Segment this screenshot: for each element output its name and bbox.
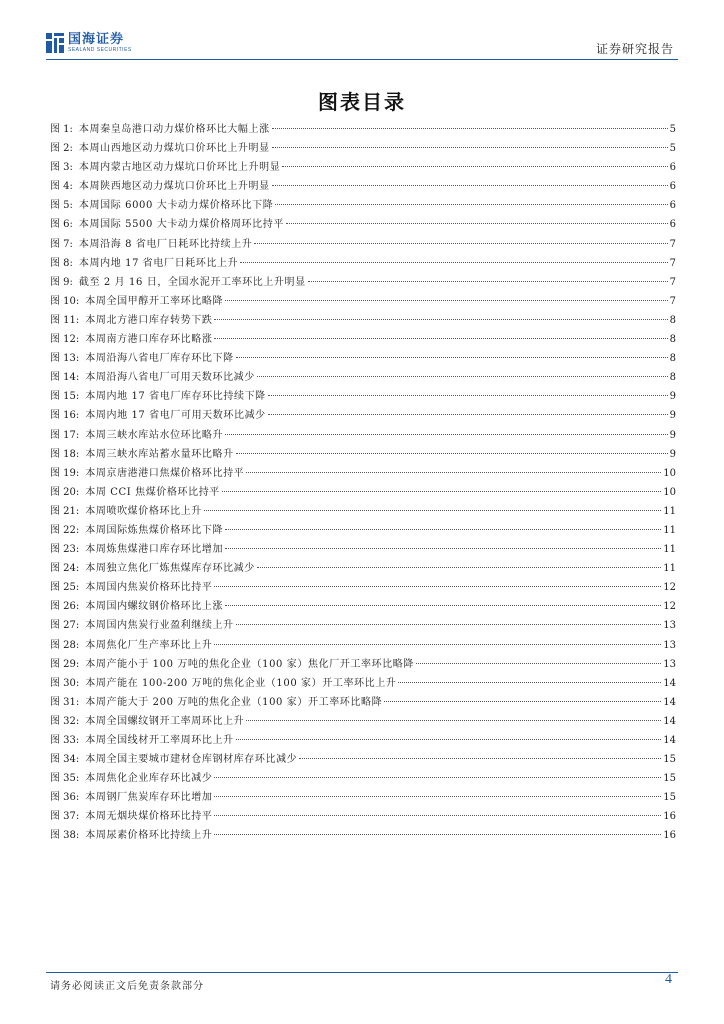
figure-caption: 本周焦化厂生产率环比上升 bbox=[85, 639, 213, 651]
figure-number: 图 13: bbox=[50, 353, 80, 365]
toc-entry[interactable] bbox=[50, 674, 676, 693]
figure-number: 图 21: bbox=[50, 505, 80, 517]
dot-leader bbox=[268, 413, 668, 415]
figure-number: 图 28: bbox=[50, 639, 80, 651]
figure-caption: 本周喷吹煤价格环比上升 bbox=[85, 505, 202, 517]
figure-page-number: 11 bbox=[663, 524, 676, 536]
toc-entry[interactable] bbox=[50, 311, 676, 330]
dot-leader bbox=[222, 490, 661, 492]
dot-leader bbox=[204, 509, 661, 511]
toc-entry[interactable] bbox=[50, 292, 676, 311]
toc-entry[interactable] bbox=[50, 502, 676, 521]
toc-entry[interactable] bbox=[50, 215, 676, 234]
figure-number: 图 32: bbox=[50, 715, 80, 727]
figure-number: 图 31: bbox=[50, 696, 80, 708]
figure-page-number: 14 bbox=[663, 735, 676, 746]
toc-entry[interactable] bbox=[50, 559, 676, 578]
disclaimer-note: 请务必阅读正文后免责条款部分 bbox=[50, 981, 204, 992]
figure-number: 图 11: bbox=[50, 314, 80, 326]
dot-leader bbox=[225, 604, 661, 606]
figure-caption: 本周全国线材开工率周环比上升 bbox=[85, 735, 234, 746]
figure-caption: 本周无烟块煤价格环比持平 bbox=[85, 811, 213, 823]
dot-leader bbox=[214, 833, 661, 835]
figure-number: 图 29: bbox=[50, 658, 80, 670]
toc-entry[interactable] bbox=[50, 196, 676, 215]
dot-leader bbox=[214, 814, 661, 816]
dot-leader bbox=[257, 375, 668, 377]
footer-divider bbox=[46, 972, 678, 973]
figure-caption: 本周陕西地区动力煤坑口价环比上升明显 bbox=[78, 181, 270, 193]
page-header bbox=[46, 30, 678, 60]
figure-caption: 本周尿素价格环比持续上升 bbox=[85, 830, 213, 842]
dot-leader bbox=[275, 203, 667, 205]
figure-page-number: 6 bbox=[669, 219, 676, 231]
figure-number: 图 12: bbox=[50, 334, 80, 346]
figure-number: 图 8: bbox=[50, 257, 73, 269]
figure-number: 图 7: bbox=[50, 238, 73, 250]
toc-entry[interactable] bbox=[50, 826, 676, 845]
dot-leader bbox=[240, 261, 667, 263]
dot-leader bbox=[214, 643, 661, 645]
figure-page-number: 7 bbox=[669, 276, 676, 288]
figure-number: 图 35: bbox=[50, 773, 80, 785]
dot-leader bbox=[384, 700, 661, 702]
dot-leader bbox=[416, 662, 661, 664]
figure-number: 图 14: bbox=[50, 372, 80, 384]
dot-leader bbox=[272, 184, 668, 186]
figure-caption: 截至 2 月 16 日，全国水泥开工率环比上升明显 bbox=[78, 276, 306, 288]
figure-caption: 本周内蒙古地区动力煤坑口价环比上升明显 bbox=[78, 162, 281, 174]
figure-number: 图 17: bbox=[50, 429, 80, 441]
figure-caption: 本周产能小于 100 万吨的焦化企业（100 家）焦化厂开工率环比略降 bbox=[85, 658, 414, 670]
dot-leader bbox=[236, 738, 662, 740]
dot-leader bbox=[214, 585, 661, 587]
toc-entry[interactable] bbox=[50, 636, 676, 655]
toc-entry[interactable] bbox=[50, 235, 676, 254]
toc-entry[interactable] bbox=[50, 655, 676, 674]
toc-entry[interactable] bbox=[50, 616, 676, 635]
dot-leader bbox=[272, 127, 668, 129]
logo-name-cn: 国海证券 bbox=[68, 32, 125, 47]
toc-entry[interactable] bbox=[50, 177, 676, 196]
figure-page-number: 15 bbox=[663, 773, 676, 785]
figure-number: 图 2: bbox=[50, 143, 73, 155]
toc-entry[interactable] bbox=[50, 712, 676, 731]
figure-page-number: 7 bbox=[669, 257, 676, 269]
figure-caption: 本周沿海八省电厂库存环比下降 bbox=[85, 353, 234, 365]
header-divider bbox=[46, 59, 678, 60]
figure-caption: 本周国内螺纹钢价格环比上涨 bbox=[85, 601, 224, 613]
figure-page-number: 11 bbox=[663, 544, 676, 556]
figure-caption: 本周京唐港港口焦煤价格环比持平 bbox=[85, 467, 245, 479]
figure-number: 图 25: bbox=[50, 582, 80, 594]
figure-number: 图 23: bbox=[50, 544, 80, 556]
figure-number: 图 3: bbox=[50, 162, 73, 174]
dot-leader bbox=[236, 356, 668, 358]
figure-page-number: 10 bbox=[663, 467, 676, 479]
dot-leader bbox=[236, 623, 662, 625]
figure-caption: 本周国际 5500 大卡动力煤价格周环比持平 bbox=[78, 219, 284, 231]
figure-caption: 本周山西地区动力煤坑口价环比上升明显 bbox=[78, 143, 270, 155]
figure-caption: 本周独立焦化厂炼焦煤库存环比减少 bbox=[85, 563, 255, 575]
figure-page-number: 8 bbox=[669, 314, 676, 326]
figure-page-number: 12 bbox=[663, 601, 676, 613]
figure-caption: 本周秦皇岛港口动力煤价格环比大幅上涨 bbox=[78, 124, 270, 135]
figure-number: 图 1: bbox=[50, 124, 73, 135]
dot-leader bbox=[225, 528, 661, 530]
figure-number: 图 36: bbox=[50, 792, 80, 804]
figure-page-number: 9 bbox=[669, 410, 676, 422]
figure-number: 图 4: bbox=[50, 181, 73, 193]
dot-leader bbox=[257, 566, 661, 568]
dot-leader bbox=[214, 337, 667, 339]
toc-entry[interactable] bbox=[50, 578, 676, 597]
figure-caption: 本周南方港口库存环比略涨 bbox=[85, 334, 213, 346]
figure-caption: 本周全国甲醇开工率环比略降 bbox=[85, 295, 224, 307]
figure-number: 图 6: bbox=[50, 219, 73, 231]
sealand-logo-icon bbox=[46, 33, 64, 53]
figure-caption: 本周钢厂焦炭库存环比增加 bbox=[85, 792, 213, 804]
dot-leader bbox=[254, 242, 667, 244]
figure-caption: 本周产能在 100-200 万吨的焦化企业（100 家）开工率环比上升 bbox=[85, 677, 397, 689]
toc-entry[interactable] bbox=[50, 254, 676, 273]
figure-page-number: 16 bbox=[663, 811, 676, 823]
dot-leader bbox=[214, 318, 667, 320]
figure-page-number: 7 bbox=[669, 238, 676, 250]
figure-number: 图 24: bbox=[50, 563, 80, 575]
toc-entry[interactable] bbox=[50, 406, 676, 425]
page-number: 4 bbox=[665, 972, 672, 987]
figure-page-number: 14 bbox=[663, 696, 676, 708]
figure-page-number: 8 bbox=[669, 353, 676, 365]
figure-caption: 本周国内焦炭价格环比持平 bbox=[85, 582, 213, 594]
figure-page-number: 8 bbox=[669, 334, 676, 346]
dot-leader bbox=[225, 299, 668, 301]
figure-page-number: 8 bbox=[669, 372, 676, 384]
figure-number: 图 30: bbox=[50, 677, 80, 689]
figure-caption: 本周沿海八省电厂可用天数环比减少 bbox=[85, 372, 255, 384]
figure-page-number: 13 bbox=[663, 620, 676, 632]
figure-caption: 本周国内焦炭行业盈利继续上升 bbox=[85, 620, 234, 632]
dot-leader bbox=[268, 394, 668, 396]
figure-number: 图 19: bbox=[50, 467, 80, 479]
figure-page-number: 9 bbox=[669, 391, 676, 403]
figure-number: 图 37: bbox=[50, 811, 80, 823]
dot-leader bbox=[308, 280, 668, 282]
figure-caption: 本周内地 17 省电厂可用天数环比减少 bbox=[85, 410, 266, 422]
figure-page-number: 12 bbox=[663, 582, 676, 594]
figure-caption: 本周全国螺纹钢开工率周环比上升 bbox=[85, 715, 245, 727]
figure-page-number: 5 bbox=[669, 124, 676, 135]
figure-page-number: 7 bbox=[669, 295, 676, 307]
figure-page-number: 15 bbox=[663, 792, 676, 804]
figure-number: 图 16: bbox=[50, 410, 80, 422]
toc-entry[interactable] bbox=[50, 426, 676, 445]
toc-entry[interactable] bbox=[50, 330, 676, 349]
toc-entry[interactable] bbox=[50, 120, 676, 139]
figure-number: 图 27: bbox=[50, 620, 80, 632]
dot-leader bbox=[286, 222, 668, 224]
toc-entry[interactable] bbox=[50, 464, 676, 483]
dot-leader bbox=[246, 719, 661, 721]
figure-page-number: 6 bbox=[669, 162, 676, 174]
company-logo bbox=[46, 32, 132, 54]
figure-caption: 本周炼焦煤港口库存环比增加 bbox=[85, 544, 224, 556]
dot-leader bbox=[236, 452, 668, 454]
figure-caption: 本周内地 17 省电厂日耗环比上升 bbox=[78, 257, 239, 269]
toc-entry[interactable] bbox=[50, 731, 676, 750]
toc-entry[interactable] bbox=[50, 521, 676, 540]
figure-caption: 本周三峡水库站水位环比略升 bbox=[85, 429, 224, 441]
toc-entry[interactable] bbox=[50, 597, 676, 616]
toc-entry[interactable] bbox=[50, 750, 676, 769]
figure-page-number: 14 bbox=[663, 677, 676, 689]
figure-page-number: 6 bbox=[669, 200, 676, 212]
toc-entry[interactable] bbox=[50, 273, 676, 292]
toc-entry[interactable] bbox=[50, 139, 676, 158]
toc-entry[interactable] bbox=[50, 158, 676, 177]
figure-number: 图 15: bbox=[50, 391, 80, 403]
figure-number: 图 26: bbox=[50, 601, 80, 613]
figure-page-number: 15 bbox=[663, 754, 676, 766]
toc-entry[interactable] bbox=[50, 368, 676, 387]
figure-page-number: 11 bbox=[663, 563, 676, 575]
figure-caption: 本周 CCI 焦煤价格环比持平 bbox=[85, 486, 220, 498]
figure-number: 图 33: bbox=[50, 735, 80, 746]
figure-number: 图 34: bbox=[50, 754, 80, 766]
toc-entry[interactable] bbox=[50, 693, 676, 712]
figure-page-number: 14 bbox=[663, 715, 676, 727]
figure-number: 图 22: bbox=[50, 524, 80, 536]
page-title: 图表目录 bbox=[318, 90, 406, 114]
figure-page-number: 13 bbox=[663, 658, 676, 670]
figure-caption: 本周焦化企业库存环比减少 bbox=[85, 773, 213, 785]
toc-entry[interactable] bbox=[50, 807, 676, 826]
figure-caption: 本周国际 6000 大卡动力煤价格环比下降 bbox=[78, 200, 274, 212]
figure-page-number: 16 bbox=[663, 830, 676, 842]
figure-caption: 本周三峡水库站蓄水量环比略升 bbox=[85, 448, 234, 460]
figure-page-number: 13 bbox=[663, 639, 676, 651]
figure-number: 图 20: bbox=[50, 486, 80, 498]
figure-page-number: 9 bbox=[669, 448, 676, 460]
dot-leader bbox=[398, 681, 661, 683]
figure-number: 图 5: bbox=[50, 200, 73, 212]
toc-entry[interactable] bbox=[50, 483, 676, 502]
figure-caption: 本周产能大于 200 万吨的焦化企业（100 家）开工率环比略降 bbox=[85, 696, 383, 708]
toc-entry[interactable] bbox=[50, 387, 676, 406]
figure-number: 图 18: bbox=[50, 448, 80, 460]
toc-entry[interactable] bbox=[50, 540, 676, 559]
dot-leader bbox=[282, 165, 667, 167]
figure-number: 图 9: bbox=[50, 276, 73, 288]
dot-leader bbox=[225, 433, 668, 435]
figure-page-number: 9 bbox=[669, 429, 676, 441]
toc-entry[interactable] bbox=[50, 769, 676, 788]
figure-caption: 本周沿海 8 省电厂日耗环比持续上升 bbox=[78, 238, 253, 250]
toc-entry[interactable] bbox=[50, 349, 676, 368]
report-type: 证券研究报告 bbox=[595, 42, 674, 56]
figure-caption: 本周北方港口库存转势下跌 bbox=[85, 314, 213, 326]
toc-entry[interactable] bbox=[50, 788, 676, 807]
figure-caption: 本周全国主要城市建材仓库钢材库存环比减少 bbox=[85, 754, 298, 766]
logo-name-en: SEALAND SECURITIES bbox=[68, 47, 132, 53]
figure-caption: 本周内地 17 省电厂库存环比持续下降 bbox=[85, 391, 266, 403]
figure-number: 图 38: bbox=[50, 830, 80, 842]
dot-leader bbox=[272, 146, 668, 148]
figure-page-number: 6 bbox=[669, 181, 676, 193]
toc-entry[interactable] bbox=[50, 445, 676, 464]
dot-leader bbox=[214, 795, 661, 797]
figure-list bbox=[50, 120, 676, 846]
figure-caption: 本周国际炼焦煤价格环比下降 bbox=[85, 524, 224, 536]
dot-leader bbox=[299, 757, 661, 759]
dot-leader bbox=[225, 547, 661, 549]
figure-page-number: 5 bbox=[669, 143, 676, 155]
figure-page-number: 11 bbox=[663, 505, 676, 517]
dot-leader bbox=[214, 776, 661, 778]
figure-page-number: 10 bbox=[663, 486, 676, 498]
dot-leader bbox=[246, 471, 661, 473]
figure-number: 图 10: bbox=[50, 295, 80, 307]
